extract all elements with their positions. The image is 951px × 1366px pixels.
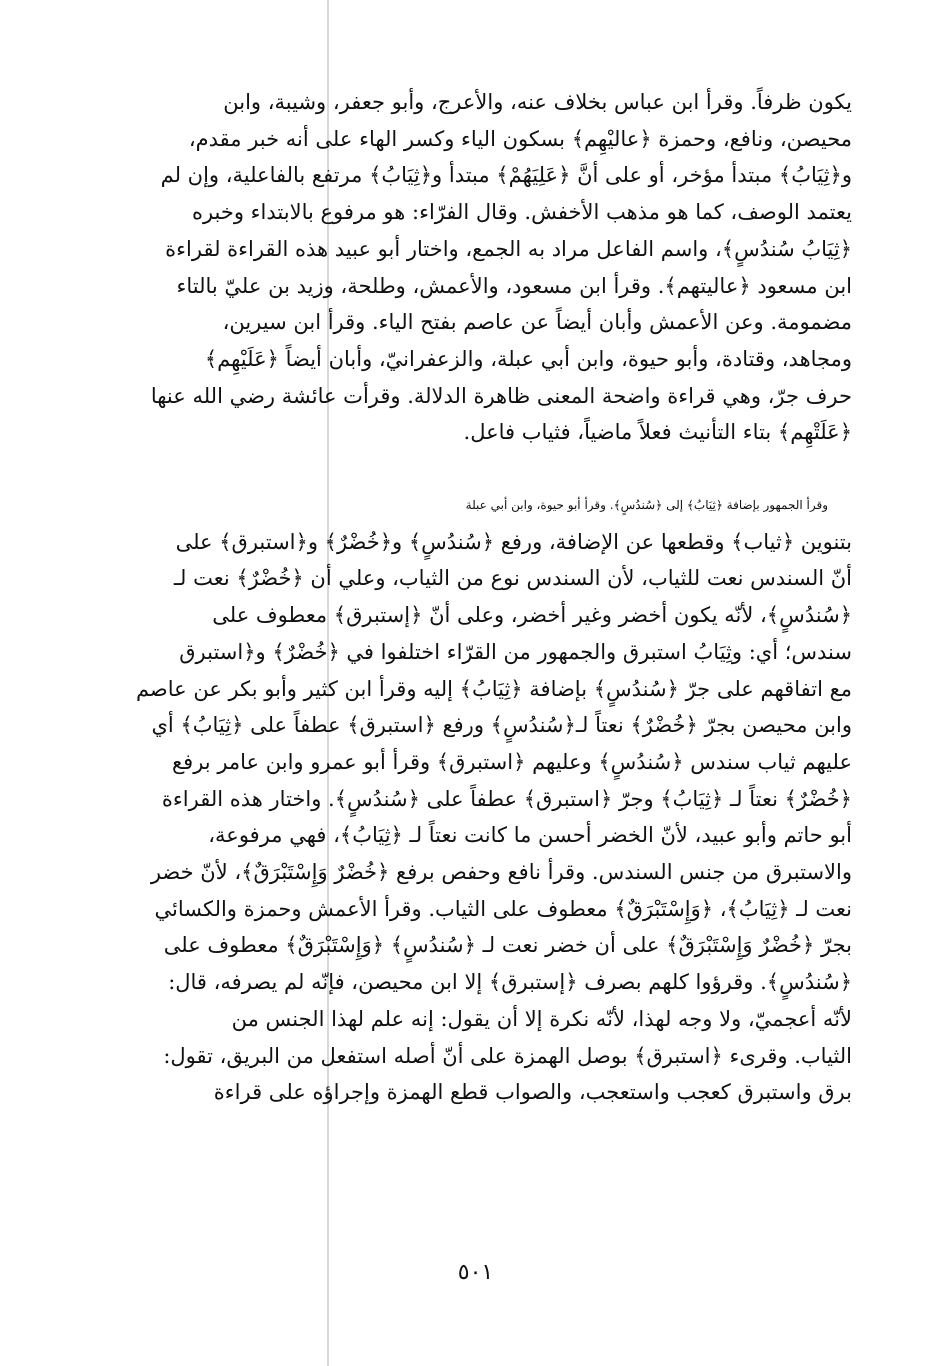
text-line: حرف جرّ، وهي قراءة واضحة المعنى ظاهرة الدلالة. وقرأت عائشة رضي الله عنها [150,383,852,408]
text-line: عليهم ثياب سندس ﴿سُندُسٍ﴾ وعليهم ﴿استبرق﴾ وقرأ أبو عمرو وابن عامر برفع [172,749,852,774]
page-number: ٥٠١ [457,1260,494,1285]
text-line: مع اتفاقهم على جرّ ﴿سُندُسٍ﴾ بإضافة ﴿ثِيَابُ﴾ إليه وقرأ ابن كثير وأبو بكر عن عاصم [135,676,852,701]
paragraph-1 [100,84,852,451]
text-line: ومجاهد، وقتادة، وأبو حيوة، وابن أبي عبلة، والزعفرانيّ، وأبان أيضاً ﴿عَلَيْهِم﴾ [204,346,852,371]
text-line: أنّ السندس نعت للثياب، لأن السندس نوع من الثياب، وعلي أن ﴿خُضْرٌ﴾ نعت لـ [173,566,852,591]
text-line: محيصن، ونافع، وحمزة ﴿عاليْهِم﴾ بسكون الياء وكسر الهاء على أنه خبر مقدم، [188,126,852,151]
text-line: يكون ظرفاً. وقرأ ابن عباس بخلاف عنه، والأعرج، وأبو جعفر، وشيبة، وابن [223,90,852,114]
text-line: ﴿سُندُسٍ﴾، لأنّه يكون أخضر وغير أخضر، وعلى أنّ ﴿إستبرق﴾ معطوف على [212,603,852,628]
paragraph-2 [100,487,852,1111]
text-line: لأنّه أعجميّ، ولا وجه لهذا، لأنّه نكرة إلا أن يقول: إنه علم لهذا الجنس من [231,1006,852,1031]
text-line: ﴿عَلَتْهِم﴾ بتاء التأنيث فعلاً ماضياً، فثياب فاعل. [463,420,852,445]
text-line: ﴿خُضْرٌ﴾ نعتاً لـ ﴿ثِيَابُ﴾ وجرّ ﴿استبرق﴾ عطفاً على ﴿سُندُسٍ﴾. واختار هذه القراءة [161,786,852,811]
text-line: وقرأ الجمهور بإضافة ﴿ثِيَابُ﴾ إلى ﴿سُندُسٍ﴾. وقرأ أبو حيوة، وابن أبي عبلة [465,498,828,513]
text-line: ﴿ثِيَابُ سُندُسٍ﴾، واسم الفاعل مراد به الجمع، واختار أبو عبيد هذه القراءة لقراءة [165,236,852,261]
text-line: سندس؛ أي: وثِيَابُ استبرق والجمهور من القرّاء اختلفوا في ﴿خُضْرٌ﴾ و﴿استبرق [179,639,852,664]
text-line: الثياب. وقرىء ﴿استبرق﴾ بوصل الهمزة على أنّ أصله استفعل من البريق، تقول: [163,1043,852,1068]
text-line: أبو حاتم وأبو عبيد، لأنّ الخضر أحسن ما كانت نعتاً لـ ﴿ثِيَابُ﴾، فهي مرفوعة، [208,823,852,848]
text-line: ابن مسعود ﴿عاليتهم﴾. وقرأ ابن مسعود، والأعمش، وطلحة، وزيد بن عليّ بالتاء [176,273,852,298]
text-line: بتنوين ﴿ثياب﴾ وقطعها عن الإضافة، ورفع ﴿سُندُسٍ﴾ و﴿خُضْرٌ﴾ و﴿استبرق﴾ على [175,529,852,554]
text-line: وابن محيصن بجرّ ﴿خُضْرٌ﴾ نعتاً لـ﴿سُندُسٍ﴾ ورفع ﴿استبرق﴾ عطفاً على ﴿ثِيَابُ﴾ أي [151,713,852,738]
text-line: نعت لـ ﴿ثِيَابُ﴾، ﴿وَإِسْتَبْرَقٌ﴾ معطوف على الثياب. وقرأ الأعمش وحمزة والكسائي [154,896,852,921]
text-line: برق واستبرق كعجب واستعجب، والصواب قطع الهمزة وإجراؤه على قراءة [213,1080,852,1105]
text-line: ﴿سُندُسٍ﴾. وقرؤوا كلهم بصرف ﴿إستبرق﴾ إلا ابن محيصن، فإنّه لم يصرفه، قال: [168,970,852,995]
text-line: بجرّ ﴿خُضْرٌ وَإِسْتَبْرَقٌ﴾ على أن خضر نعت لـ ﴿سُندُسٍ﴾ ﴿وَإِسْتَبْرَقٌ﴾ معطوف على [163,933,852,958]
text-line: مضمومة. وعن الأعمش وأبان أيضاً عن عاصم بفتح الياء. وقرأ ابن سيرين، [222,310,852,335]
text-line: و﴿ثِيَابُ﴾ مبتدأ مؤخر، أو على أنَّ ﴿عَلِيَهُمْ﴾ مبتدأ و﴿ثِيَابُ﴾ مرتفع بالفاعلية، وإن لم [160,163,852,188]
text-line: يعتمد الوصف، كما هو مذهب الأخفش. وقال الفرّاء: هو مرفوع بالابتداء وخبره [191,200,852,225]
page-body [100,84,852,1111]
text-line: والاستبرق من جنس السندس. وقرأ نافع وحفص برفع ﴿خُضْرٌ وَإِسْتَبْرَقٌ﴾، لأنّ خضر [150,860,852,885]
